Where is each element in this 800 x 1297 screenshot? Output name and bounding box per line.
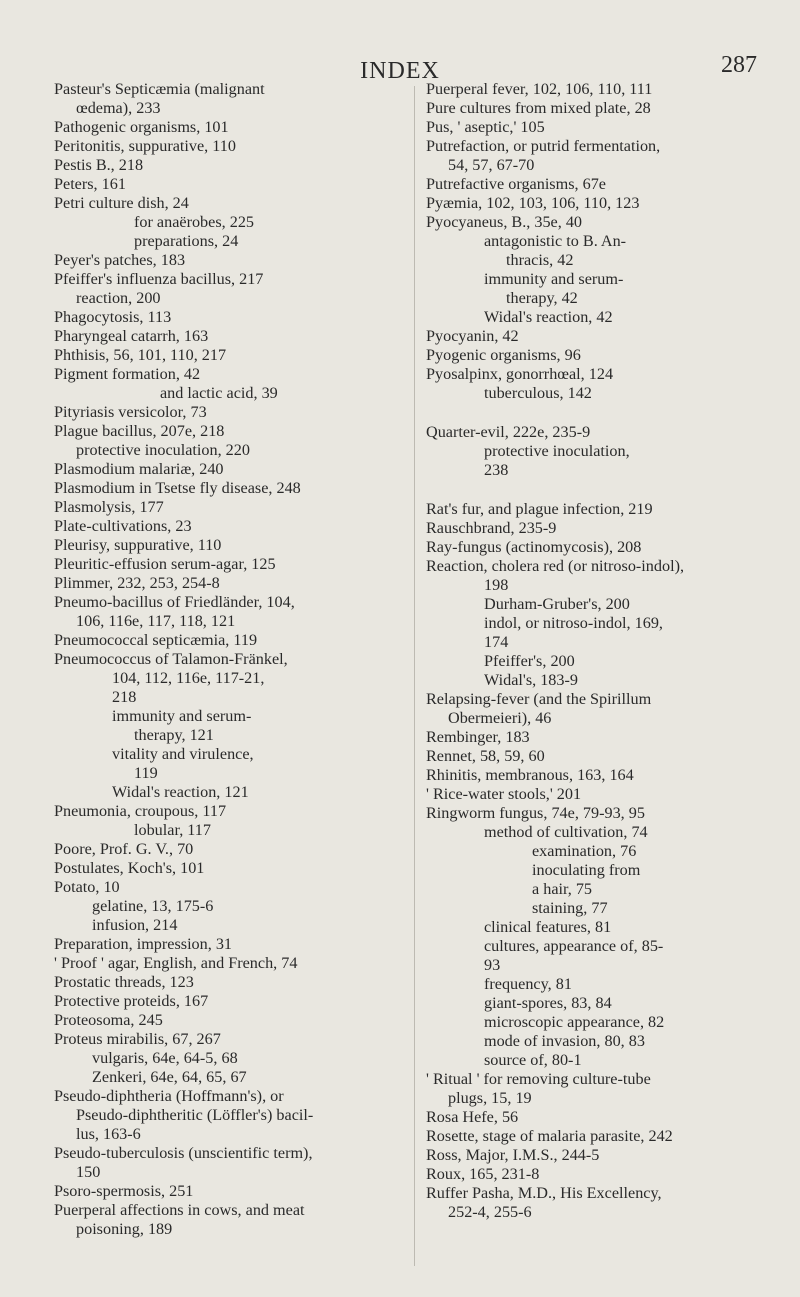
index-subentry: 238	[484, 461, 509, 479]
index-entry: Quarter-evil, 222e, 235-9	[426, 423, 591, 441]
index-entry: Pasteur's Septicæmia (malignant	[54, 80, 265, 98]
index-subentry: therapy, 121	[134, 726, 214, 744]
index-entry: Plate-cultivations, 23	[54, 517, 192, 535]
section-gap	[426, 403, 778, 423]
index-entry: Pus, ' aseptic,' 105	[426, 118, 545, 136]
index-entry: Pleuritic-effusion serum-agar, 125	[54, 555, 276, 573]
index-entry: ' Proof ' agar, English, and French, 74	[54, 954, 298, 972]
index-subentry: mode of invasion, 80, 83	[484, 1032, 645, 1050]
index-entry: Pestis B., 218	[54, 156, 144, 174]
index-subentry: 198	[484, 576, 509, 594]
index-entry: ' Rice-water stools,' 201	[426, 785, 582, 803]
index-subentry: 106, 116e, 117, 118, 121	[76, 612, 236, 630]
page-title: INDEX	[360, 58, 440, 84]
index-entry: Roux, 165, 231-8	[426, 1165, 540, 1183]
index-subentry: 119	[134, 764, 158, 782]
index-subentry: source of, 80-1	[484, 1051, 582, 1069]
index-subentry: œdema), 233	[76, 99, 161, 117]
index-entry: Pseudo-tuberculosis (unscientific term),	[54, 1144, 313, 1162]
index-subentry: method of cultivation, 74	[484, 823, 648, 841]
index-subentry: 104, 112, 116e, 117-21,	[112, 669, 265, 687]
index-subentry: preparations, 24	[134, 232, 239, 250]
page-number: 287	[721, 52, 757, 78]
index-column-left	[54, 80, 404, 1239]
index-entry: Relapsing-fever (and the Spirillum	[426, 690, 652, 708]
index-subentry: giant-spores, 83, 84	[484, 994, 612, 1012]
index-entry: Plimmer, 232, 253, 254-8	[54, 574, 220, 592]
index-entry: Potato, 10	[54, 878, 120, 896]
index-subentry: tuberculous, 142	[484, 384, 592, 402]
index-subentry: infusion, 214	[92, 916, 178, 934]
index-entry: Rat's fur, and plague infection, 219	[426, 500, 653, 518]
index-subentry: 218	[112, 688, 137, 706]
index-entry: Pfeiffer's influenza bacillus, 217	[54, 270, 264, 288]
index-entry: Plague bacillus, 207e, 218	[54, 422, 225, 440]
index-entry: Plasmodium malariæ, 240	[54, 460, 224, 478]
index-subentry: vitality and virulence,	[112, 745, 254, 763]
index-subentry: poisoning, 189	[76, 1220, 173, 1238]
index-entry: Pyogenic organisms, 96	[426, 346, 581, 364]
section-gap	[426, 480, 778, 500]
index-subentry: indol, or nitroso-indol, 169,	[484, 614, 663, 632]
index-entry: Phagocytosis, 113	[54, 308, 172, 326]
index-entry: Plasmolysis, 177	[54, 498, 164, 516]
index-entry: Pigment formation, 42	[54, 365, 201, 383]
index-entry: Poore, Prof. G. V., 70	[54, 840, 194, 858]
index-subentry: frequency, 81	[484, 975, 572, 993]
index-entry: Ray-fungus (actinomycosis), 208	[426, 538, 642, 556]
index-entry: Peyer's patches, 183	[54, 251, 186, 269]
index-subentry: for anaërobes, 225	[134, 213, 255, 231]
index-subentry: Obermeieri), 46	[448, 709, 552, 727]
index-entry: Pneumococcal septicæmia, 119	[54, 631, 258, 649]
index-subentry: 150	[76, 1163, 101, 1181]
index-entry: Rembinger, 183	[426, 728, 530, 746]
index-entry: Ruffer Pasha, M.D., His Excellency,	[426, 1184, 662, 1202]
index-entry: Protective proteids, 167	[54, 992, 209, 1010]
index-subentry: 93	[484, 956, 501, 974]
index-entry: Putrefactive organisms, 67e	[426, 175, 606, 193]
index-subentry: antagonistic to B. An-	[484, 232, 627, 250]
index-subentry: Durham-Gruber's, 200	[484, 595, 630, 613]
index-subentry: protective inoculation, 220	[76, 441, 250, 459]
index-subentry: plugs, 15, 19	[448, 1089, 532, 1107]
index-entry: Pneumonia, croupous, 117	[54, 802, 227, 820]
index-entry: Pleurisy, suppurative, 110	[54, 536, 222, 554]
index-entry: Petri culture dish, 24	[54, 194, 189, 212]
index-subentry: and lactic acid, 39	[160, 384, 278, 402]
index-entry: Pharyngeal catarrh, 163	[54, 327, 209, 345]
index-subentry: Widal's reaction, 42	[484, 308, 613, 326]
index-entry: Pneumo-bacillus of Friedländer, 104,	[54, 593, 295, 611]
index-entry: Putrefaction, or putrid fermentation,	[426, 137, 661, 155]
index-entry: Proteus mirabilis, 67, 267	[54, 1030, 221, 1048]
index-subentry: therapy, 42	[506, 289, 578, 307]
index-subentry: inoculating from	[532, 861, 641, 879]
index-entry: Prostatic threads, 123	[54, 973, 194, 991]
index-column-right	[426, 80, 778, 1222]
index-entry: Postulates, Koch's, 101	[54, 859, 205, 877]
index-entry: Reaction, cholera red (or nitroso-indol),	[426, 557, 685, 575]
index-subentry: gelatine, 13, 175-6	[92, 897, 214, 915]
index-entry: Pyosalpinx, gonorrhœal, 124	[426, 365, 614, 383]
index-subentry: Zenkeri, 64e, 64, 65, 67	[92, 1068, 247, 1086]
index-subentry: clinical features, 81	[484, 918, 612, 936]
index-entry: Rauschbrand, 235-9	[426, 519, 557, 537]
index-subentry: reaction, 200	[76, 289, 161, 307]
index-entry: Peritonitis, suppurative, 110	[54, 137, 236, 155]
index-entry: Preparation, impression, 31	[54, 935, 233, 953]
index-entry: Rennet, 58, 59, 60	[426, 747, 545, 765]
index-subentry: 54, 57, 67-70	[448, 156, 535, 174]
index-entry: Ringworm fungus, 74e, 79-93, 95	[426, 804, 645, 822]
index-subentry: Widal's, 183-9	[484, 671, 578, 689]
index-subentry: immunity and serum-	[112, 707, 252, 725]
index-entry: Pityriasis versicolor, 73	[54, 403, 207, 421]
index-subentry: protective inoculation,	[484, 442, 630, 460]
index-subentry: microscopic appearance, 82	[484, 1013, 665, 1031]
index-entry: Pyæmia, 102, 103, 106, 110, 123	[426, 194, 640, 212]
index-subentry: Widal's reaction, 121	[112, 783, 249, 801]
index-subentry: Pfeiffer's, 200	[484, 652, 575, 670]
index-subentry: Pseudo-diphtheritic (Löffler's) bacil-	[76, 1106, 314, 1124]
index-entry: Rhinitis, membranous, 163, 164	[426, 766, 634, 784]
index-subentry: vulgaris, 64e, 64-5, 68	[92, 1049, 238, 1067]
index-entry: Puerperal fever, 102, 106, 110, 111	[426, 80, 653, 98]
index-entry: Pyocyaneus, B., 35e, 40	[426, 213, 583, 231]
index-entry: Pseudo-diphtheria (Hoffmann's), or	[54, 1087, 284, 1105]
index-entry: Pure cultures from mixed plate, 28	[426, 99, 651, 117]
index-subentry: staining, 77	[532, 899, 608, 917]
index-entry: Pneumococcus of Talamon-Fränkel,	[54, 650, 288, 668]
index-subentry: 252-4, 255-6	[448, 1203, 532, 1221]
index-entry: ' Ritual ' for removing culture-tube	[426, 1070, 651, 1088]
index-entry: Rosa Hefe, 56	[426, 1108, 519, 1126]
column-divider	[414, 86, 415, 1266]
index-entry: Rosette, stage of malaria parasite, 242	[426, 1127, 673, 1145]
index-subentry: immunity and serum-	[484, 270, 624, 288]
index-subentry: 174	[484, 633, 509, 651]
index-subentry: examination, 76	[532, 842, 637, 860]
index-entry: Plasmodium in Tsetse fly disease, 248	[54, 479, 301, 497]
index-entry: Ross, Major, I.M.S., 244-5	[426, 1146, 600, 1164]
index-entry: Peters, 161	[54, 175, 126, 193]
index-entry: Puerperal affections in cows, and meat	[54, 1201, 305, 1219]
index-subentry: a hair, 75	[532, 880, 593, 898]
index-subentry: lus, 163-6	[76, 1125, 141, 1143]
index-entry: Pyocyanin, 42	[426, 327, 519, 345]
index-entry: Psoro-spermosis, 251	[54, 1182, 194, 1200]
index-subentry: thracis, 42	[506, 251, 574, 269]
index-entry: Phthisis, 56, 101, 110, 217	[54, 346, 227, 364]
index-subentry: cultures, appearance of, 85-	[484, 937, 664, 955]
index-entry: Proteosoma, 245	[54, 1011, 163, 1029]
index-subentry: lobular, 117	[134, 821, 211, 839]
index-entry: Pathogenic organisms, 101	[54, 118, 229, 136]
